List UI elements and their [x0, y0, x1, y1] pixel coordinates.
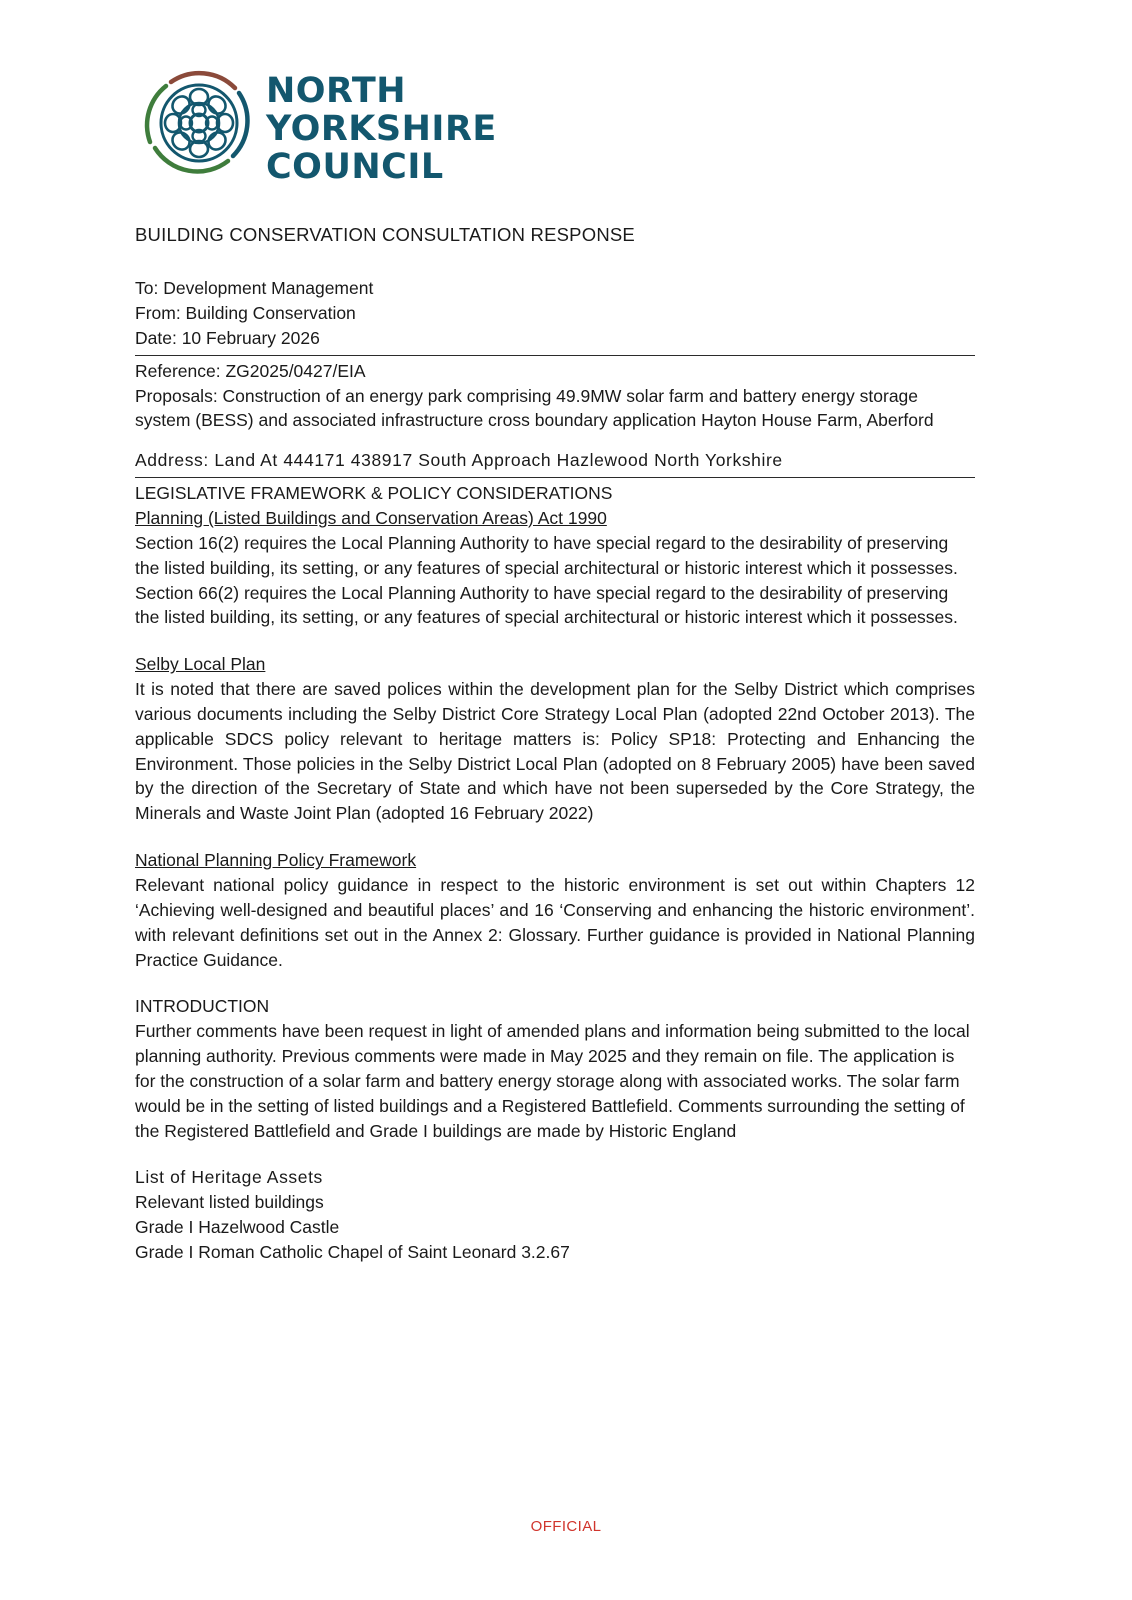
act-section-16-paragraph: Section 16(2) requires the Local Planning Authority to have special regard to the desirability of preserving the listed building, its setting, or any features of special architectural or historic interest which it possesses.: [135, 532, 958, 578]
sender-line: From: Building Conservation: [135, 303, 356, 324]
page-title: BUILDING CONSERVATION CONSULTATION RESPONSE: [135, 224, 635, 245]
heritage-asset-item: Grade I Roman Catholic Chapel of Saint Leonard 3.2.67: [135, 1241, 570, 1262]
official-classification-footer: OFFICIAL: [530, 1518, 602, 1535]
logo-line-council: COUNCIL: [266, 147, 444, 187]
selby-local-plan-heading: Selby Local Plan: [135, 654, 266, 675]
recipient-line: To: Development Management: [135, 278, 374, 299]
selby-local-plan-paragraph: It is noted that there are saved polices within the development plan for the Selby District which comprises various documents including the Selby District Core Strategy Local Plan (adopted 22nd October 2013). The applicable SDCS policy relevant to heritage matters is: Policy SP18: Protecting and Enhancing the Environment. Those policies in the Selby District Local Plan (adopted on 8 February 2005) have been saved by the direction of the Secretary of State and which have not been superseded by the Core Strategy, the Minerals and Waste Joint Plan (adopted 16 February 2022): [135, 679, 975, 824]
address-line: Address: Land At 444171 438917 South Approach Hazlewood North Yorkshire: [135, 450, 783, 471]
date-line: Date: 10 February 2026: [135, 327, 320, 348]
nppf-paragraph: Relevant national policy guidance in respect to the historic environment is set out within Chapters 12 ‘Achieving well-designed and beautiful places’ and 16 ‘Conserving and enhancing the historic environment’. with relevant definitions set out in the Annex 2: Glossary. Further guidance is provided in National Planning Practice Guidance.: [135, 874, 975, 970]
north-yorkshire-rose-logo-icon: [140, 64, 258, 182]
logo-line-north: NORTH: [266, 71, 407, 111]
organisation-logo: [140, 56, 540, 186]
logo-line-yorkshire: YORKSHIRE: [266, 109, 497, 149]
logo-wordmark: [266, 71, 497, 187]
divider-bottom: [135, 477, 975, 478]
legislative-framework-heading: LEGISLATIVE FRAMEWORK & POLICY CONSIDERATIONS: [135, 483, 613, 504]
nppf-heading: National Planning Policy Framework: [135, 850, 417, 871]
heritage-asset-item: Grade I Hazelwood Castle: [135, 1217, 340, 1238]
divider-top: [135, 355, 975, 356]
heritage-assets-heading: List of Heritage Assets: [135, 1167, 323, 1188]
document-body: [135, 222, 975, 1265]
act-section-66-paragraph: Section 66(2) requires the Local Planning Authority to have special regard to the desirability of preserving the listed building, its setting, or any features of special architectural or historic interest which it possesses.: [135, 582, 958, 628]
introduction-paragraph: Further comments have been request in light of amended plans and information being submitted to the local planning authority. Previous comments were made in May 2025 and they remain on file. The application is for the construction of a solar farm and battery energy storage along with associated works. The solar farm would be in the setting of listed buildings and a Registered Battlefield. Comments surrounding the setting of the Registered Battlefield and Grade I buildings are made by Historic England: [135, 1021, 970, 1141]
introduction-heading: INTRODUCTION: [135, 996, 270, 1017]
relevant-listed-buildings-subheading: Relevant listed buildings: [135, 1192, 324, 1213]
act-1990-heading: Planning (Listed Buildings and Conservation Areas) Act 1990: [135, 508, 607, 529]
proposals-paragraph: Proposals: Construction of an energy park comprising 49.9MW solar farm and battery energy storage system (BESS) and associated infrastructure cross boundary application Hayton House Farm, Aberford: [135, 385, 934, 431]
reference-line: Reference: ZG2025/0427/EIA: [135, 360, 366, 381]
